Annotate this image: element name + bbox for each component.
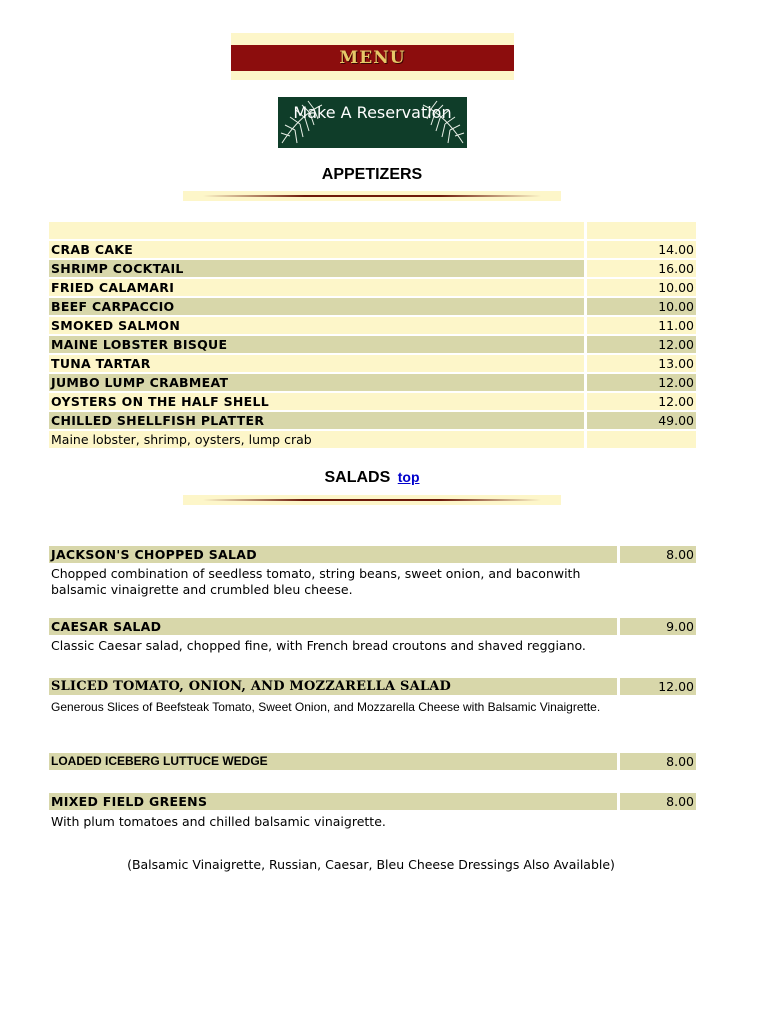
item-name: CHILLED SHELLFISH PLATTER bbox=[49, 412, 584, 429]
menu-title: MENU bbox=[339, 48, 406, 68]
salads-heading bbox=[0, 469, 744, 487]
menu-banner bbox=[231, 33, 514, 80]
item-price: 8.00 bbox=[620, 793, 696, 810]
item-price: 12.00 bbox=[587, 374, 696, 391]
item-name: TUNA TARTAR bbox=[49, 355, 584, 372]
item-name: LOADED ICEBERG LUTTUCE WEDGE bbox=[49, 753, 617, 770]
section-divider bbox=[183, 495, 561, 505]
item-description: Classic Caesar salad, chopped fine, with French bread croutons and shaved reggiano. bbox=[51, 638, 586, 653]
section-divider bbox=[183, 191, 561, 201]
item-name: MIXED FIELD GREENS bbox=[49, 793, 617, 810]
item-name: CAESAR SALAD bbox=[49, 618, 617, 635]
salads-heading-text: SALADS bbox=[324, 469, 391, 486]
item-name: BEEF CARPACCIO bbox=[49, 298, 584, 315]
top-link[interactable]: top bbox=[397, 469, 420, 485]
reservation-label: Make A Reservation bbox=[293, 103, 452, 122]
item-name: CRAB CAKE bbox=[49, 241, 584, 258]
item-description: Maine lobster, shrimp, oysters, lump crab bbox=[49, 431, 584, 448]
table-header-cell bbox=[49, 222, 584, 239]
item-name: SHRIMP COCKTAIL bbox=[49, 260, 584, 277]
item-name: JACKSON'S CHOPPED SALAD bbox=[49, 546, 617, 563]
item-price: 12.00 bbox=[587, 393, 696, 410]
item-name: SMOKED SALMON bbox=[49, 317, 584, 334]
item-price: 13.00 bbox=[587, 355, 696, 372]
item-price: 49.00 bbox=[587, 412, 696, 429]
item-price: 12.00 bbox=[620, 678, 696, 695]
item-price: 12.00 bbox=[587, 336, 696, 353]
item-price: 14.00 bbox=[587, 241, 696, 258]
item-price: 10.00 bbox=[587, 298, 696, 315]
table-header-cell bbox=[587, 222, 696, 239]
item-name: JUMBO LUMP CRABMEAT bbox=[49, 374, 584, 391]
item-price: 11.00 bbox=[587, 317, 696, 334]
item-price: 9.00 bbox=[620, 618, 696, 635]
item-price: 10.00 bbox=[587, 279, 696, 296]
appetizers-heading-text: APPETIZERS bbox=[321, 166, 423, 183]
appetizers-heading bbox=[0, 166, 744, 184]
item-description: Generous Slices of Beefsteak Tomato, Sweet Onion, and Mozzarella Cheese with Balsamic Vinaigrette. bbox=[51, 700, 601, 714]
item-price: 8.00 bbox=[620, 753, 696, 770]
make-reservation-button[interactable] bbox=[278, 97, 467, 148]
item-description: With plum tomatoes and chilled balsamic vinaigrette. bbox=[51, 814, 386, 829]
item-price bbox=[587, 431, 696, 448]
item-name: OYSTERS ON THE HALF SHELL bbox=[49, 393, 584, 410]
dressings-footnote: (Balsamic Vinaigrette, Russian, Caesar, Bleu Cheese Dressings Also Available) bbox=[127, 857, 615, 872]
item-price: 8.00 bbox=[620, 546, 696, 563]
item-name: SLICED TOMATO, ONION, AND MOZZARELLA SALAD bbox=[49, 678, 617, 695]
item-name: FRIED CALAMARI bbox=[49, 279, 584, 296]
item-name: MAINE LOBSTER BISQUE bbox=[49, 336, 584, 353]
item-description: Chopped combination of seedless tomato, string beans, sweet onion, and baconwith balsamic vinaigrette and crumbled bleu cheese. bbox=[51, 566, 581, 597]
item-price: 16.00 bbox=[587, 260, 696, 277]
